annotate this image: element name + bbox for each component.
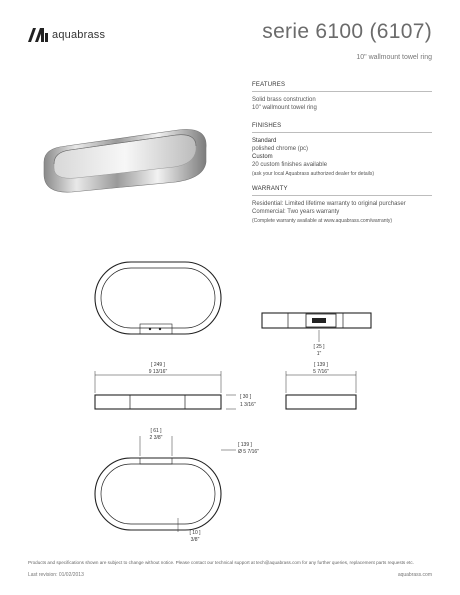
warranty-residential: Residential: Limited lifetime warranty to original purchaser (252, 201, 406, 207)
bottom-view-outer (95, 458, 221, 530)
footer-url[interactable]: aquabrass.com (397, 572, 432, 578)
warranty-commercial: Commercial: Two years warranty (252, 209, 340, 215)
aquabrass-logo-icon (28, 28, 48, 42)
features-line-2: 10" wallmount towel ring (252, 105, 317, 111)
finish-custom-label: Custom (252, 154, 273, 160)
bottom-view-inner (101, 464, 215, 524)
dim-end-width-in: 5 7/16" (313, 369, 329, 375)
footer-revision: Last revision: 01/02/2013 (28, 572, 84, 578)
features-divider (252, 91, 432, 92)
dim-end-width-mm: [ 139 ] (314, 362, 328, 368)
front-elevation (95, 395, 221, 409)
dim-mount-mm: [ 61 ] (150, 428, 162, 434)
finish-custom-value: 20 custom finishes available (252, 162, 328, 168)
dim-diameter-mm: [ 139 ] (238, 442, 252, 448)
dim-height-mm: [ 30 ] (240, 394, 252, 400)
product-subtitle: 10" wallmount towel ring (356, 54, 432, 61)
finishes-divider (252, 132, 432, 133)
features-line-1: Solid brass construction (252, 97, 316, 103)
dim-length-in: 9 13/16" (148, 369, 168, 375)
technical-drawing (0, 250, 460, 550)
dim-wall-in: 3/8" (190, 537, 200, 543)
top-view-outer (95, 262, 221, 334)
finish-custom-note: (ask your local Aquabrass authorized dealer for details) (252, 171, 375, 177)
warranty-heading: WARRANTY (252, 186, 288, 192)
footer-disclaimer: Products and specifications shown are subject to change without notice. Please contact our technical support at tech@aquabrass.com for any further queries, replacement parts requests etc. (28, 560, 414, 565)
finish-standard-value: polished chrome (pc) (252, 146, 309, 152)
end-elevation (286, 395, 356, 409)
dim-depth-in: 1" (316, 351, 322, 357)
dim-diameter-in: Ø 5 7/16" (238, 449, 259, 455)
series-title: serie 6100 (6107) (262, 20, 432, 43)
brand-logo (28, 28, 105, 42)
features-heading: FEATURES (252, 82, 286, 88)
bottom-view-mount (140, 458, 172, 464)
dim-wall-mm: [ 10 ] (189, 530, 201, 536)
top-view-mount (140, 324, 172, 334)
warranty-divider (252, 195, 432, 196)
dim-mount-in: 2 3/8" (149, 435, 163, 441)
product-photo (36, 112, 216, 202)
dim-length-mm: [ 249 ] (151, 362, 165, 368)
top-view-inner (101, 268, 215, 328)
dim-depth-mm: [ 25 ] (313, 344, 325, 350)
finish-standard-label: Standard (252, 138, 277, 144)
brand-name: aquabrass (52, 29, 106, 41)
dim-height-in: 1 3/16" (240, 402, 256, 408)
warranty-note: (Complete warranty available at www.aquabrass.com/warranty) (252, 218, 393, 224)
finishes-heading: FINISHES (252, 123, 282, 129)
